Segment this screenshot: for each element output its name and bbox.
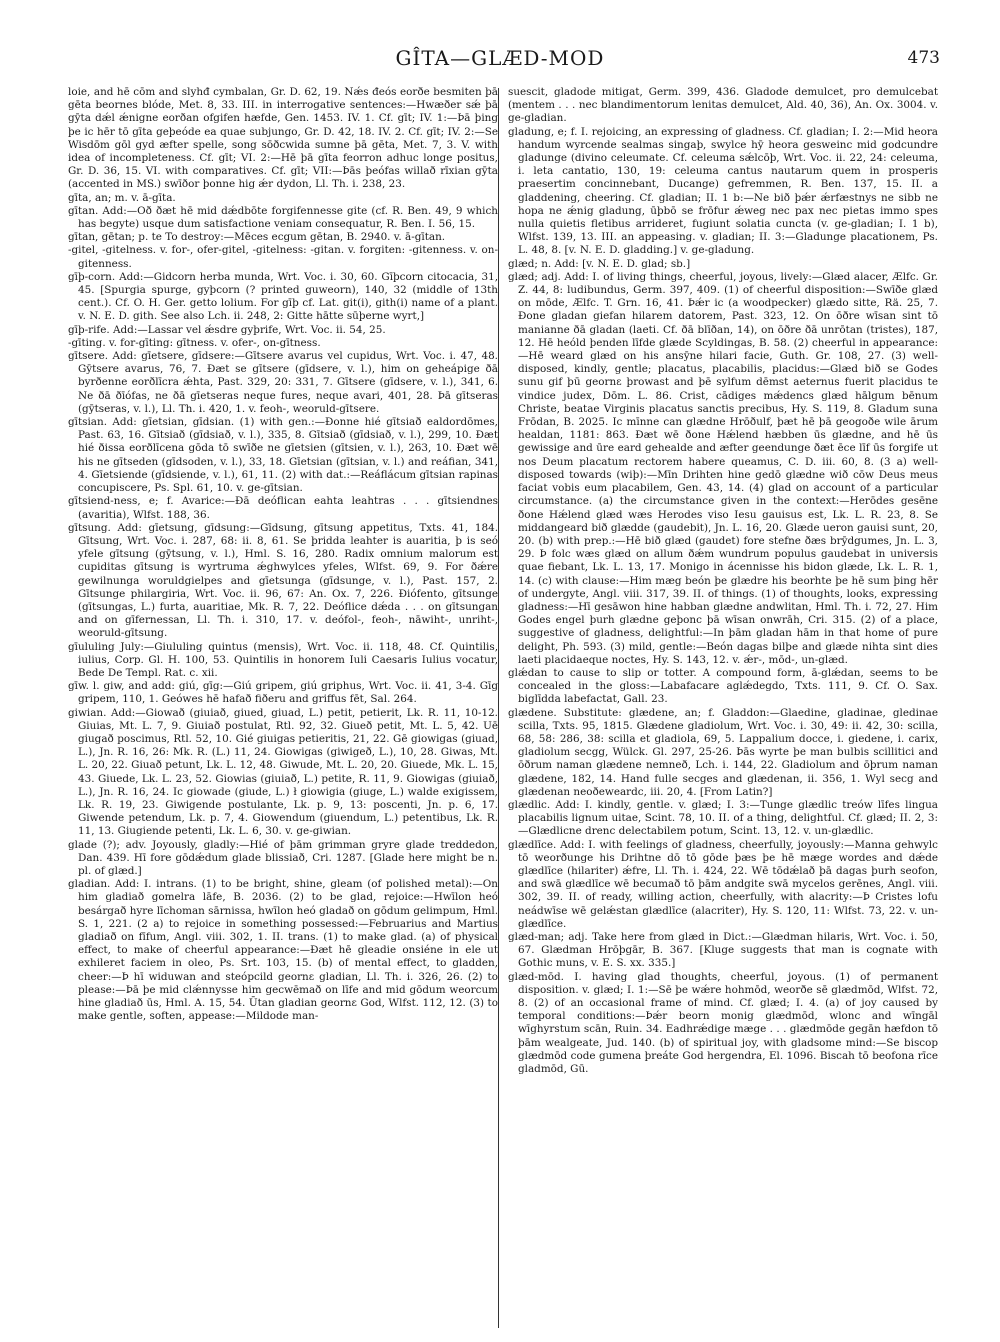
dictionary-entry: gīþ-corn. Add:—Gidcorn herba munda, Wrt. Voc. i. 30, 60. Gīþcorn citocacia, 31, 45. [Spurgia spurge, gyþcorn (? printed guweorn), 140, 32 (middle of 13th cent.). Cf. O. H. Ger. getto lolium. For gīþ cf. Lat. git(i), gith(i) name of a plant. v. N. E. D. gith. See also Lch. ii. 248, 2: Gitte hātte sūþerne wyrt,]: [68, 270, 498, 323]
dictionary-entry: gītsere. Add: gīetsere, gīdsere:—Gītsere avarus vel cupidus, Wrt. Voc. i. 47, 48. Gȳtsere avarus, 76, 7. Ðæt se gītsere (gīdsere, v. l.), him on geheápige ðā byrðenne eorðlīcra ǽhta, Past. 329, 20: 331, 7. Gītsere (gīdsere, v. l.), 341, 6. Ne ðā ðīófas, ne ðā gīetseras neque fures, neque avari, 401, 28. Þā gītseras (gȳtseras, v. l.), Ll. Th. i. 420, 1. v. feoh-, weoruld-gītsere.: [68, 350, 498, 415]
dictionary-entry: gīululing July:—Giululing quintus (mensis), Wrt. Voc. ii. 118, 48. Cf. Quintilis, iulius, Corp. Gl. H. 100, 53. Quintilis in honorem Iuli Caesaris Iulius vocatur, Bede De Templ. Rat. c. xii.: [68, 640, 498, 679]
dictionary-entry: gladung, e; f. I. rejoicing, an expressing of gladness. Cf. gladian; I. 2:—Mid heora handum wyrcende sealmas singaþ, swylce hȳ heora gesweinc mid godcundre gladunge (divino celeumate. Cf. celeuma sǽlcōþ, Wrt. Voc. ii. 22, 24: celeuma, i. leta cantatio, 130, 19: celeuma cantus nautarum quem in prosperis praesertim concinnebant, Ducange) gefremmen, R. Ben. 137, 15. II. a gladdening, cheering. Cf. gladian; II. 1 b:—Ne bið þǽr ǽrfæstnys ne sibb ne hopa ne ǽnig gladung, ūþbō se frōfur ǽweg nec pax nec pietas immo spes nulla quietis fletibus arrideret, fugiunt solatia cuncta (v. ge-gladian; I. 1 b), Wlfst. 139, 13. III. an appeasing. v. gladian; II. 3:—Gladunge placationem, Ps. L. 48, 8. [v. N. E. D. gladding.] v. ge-gladung.: [508, 125, 938, 257]
page-number: 473: [907, 48, 940, 68]
dictionary-entry: gītan. Add:—Oð ðæt hē mid dǽdbōte forgifennesse gite (cf. R. Ben. 49, 9 which has begyte) usque dum satisfactione veniam consequatur, R. Ben. I. 56, 15.: [68, 204, 498, 231]
dictionary-entry: glædlīce. Add: I. with feelings of gladness, cheerfully, joyously:—Manna gehwylc tō weorðunge his Drihtne dō tō gōde þæs þe hē mæge wordes and dǽde glædlīce (hilariter) ǽfre, Ll. Th. i. 424, 22. Wē tōdǽlað þā dagas þurh seofon, and swā glædlīce wē becumað tō þām andgite swā mycelos gerēnes, Angl. viii. 302, 39. II. of ready, willing action, cheerfully, with alacrity:—Þ Cristes lofu neádwīse wē gelǽstan glædlīce (alacriter), Hy. S. 120, 11: Wlfst. 73, 22. v. un-glædlīce.: [508, 838, 938, 930]
dictionary-entry: gītsung. Add: gīetsung, gīdsung:—Gīdsung, gītsung appetitus, Txts. 41, 184. Gītsung, Wrt. Voc. i. 287, 68: ii. 8, 61. Se þridda leahter is auaritia, þ is seó yfele gītsung (gȳtsung, v. l.), Hml. S. 16, 280. Radix omnium malorum est cupiditas gītsung is wyrtruma ǽghwylces yfeles, Wlfst. 69, 9. For ðǽre gewilnunga woruldgielpes and gīetsunga (gīdsunge, v. l.), Past. 157, 2. Gītsunge philargiria, Wrt. Voc. ii. 96, 67: An. Ox. 7, 226. Ðiófento, gītsunge (gītsungas, L.) furta, auaritiae, Mk. R. 7, 22. Deóflice dǽda . . . on gītsungan and on gīfernessan, Ll. Th. i. 310, 17. v. deófol-, feoh-, nāwiht-, unriht-, weoruld-gītsung.: [68, 521, 498, 640]
dictionary-entry: glædlic. Add: I. kindly, gentle. v. glæd; I. 3:—Tunge glædlic treów līfes lingua placabilis lignum uitae, Scint. 78, 10. II. of a thing, delightful. Cf. glæd; II. 2, 3:—Glædlicne drenc delectabilem potum, Scint. 13, 12. v. un-glædlic.: [508, 798, 938, 838]
running-title: GÎTA—GLÆD-MOD: [395, 46, 605, 70]
dictionary-entry: glǽdan to cause to slip or totter. A compound form, ā-glǽdan, seems to be concealed in the gloss:—Labafacare aglǽdegdo, Txts. 111, 9. Cf. O. Sax. biglīdda labefactat, Gall. 23.: [508, 666, 938, 706]
dictionary-entry: -gīting. v. for-gīting: gītness. v. ofer-, on-gītness.: [68, 336, 321, 349]
dictionary-entry: gītsiend-ness, e; f. Avarice:—Ðā deóflican eahta leahtras . . . gītsiendnes (avaritia), Wlfst. 188, 36.: [68, 495, 498, 521]
dictionary-entry: loie, and hē cōm and slyhđ cymbalan, Gr. D. 62, 19. Nǽs đeós eorðe besmiten þā gēta beornes blóde, Met. 8, 33. III. in interrogative sentences:—Hwæðer sǽ þā gȳta dǽl ǽnigne eorðan ofgifen hæfde, Gen. 1453. IV. 1. Cf. gīt; IV. 1:—Þā þing þe ic hēr tō gīta geþeóde ea quae subjungo, Gr. D. 42, 18. IV. 2. Cf. gīt; IV. 2:—Se Wisdōm gōl gyd æfter spelle, song sōðcwida sumne þā gēta, Met. 7, 3. V. with idea of incompleteness. Cf. gīt; VI. 2:—Hē þā gīta feorron adhuc longe positus, Gr. D. 36, 15. VI. with comparatives. Cf. gīt; VII:—Þās þeófas willað rīxian gȳta (accented in MS.) swīðor þonne hig ǽr dydon, Ll. Th. i. 238, 23.: [68, 86, 498, 191]
page-header: [60, 46, 940, 78]
dictionary-entry: glæd-mōd. I. having glad thoughts, cheerful, joyous. (1) of permanent disposition. v. glæd; I. 1:—Sē þe wǽre hohmōd, weorðe sē glædmōd, Wlfst. 72, 8. (2) of an occasional frame of mind. Cf. glæd; I. 4. (a) of joy caused by temporal conditions:—Þǽr beorn monig glædmōd, wlonc and wīngāl wīghyrstum scān, Ruin. 34. Eadhrǽdige mæge . . . glædmōde gegān hæfdon tō þām wealgeate, Jud. 140. (b) of spiritual joy, with gladsome mind:—Se biscop glædmōd code gumena þreáte God hergendra, El. 1096. Biscah tō beofona rīce gladmōd, Gū.: [508, 970, 938, 1076]
dictionary-entry: glæd; n. Add: [v. N. E. D. glad; sb.]: [508, 257, 691, 270]
dictionary-entry: gīw. l. giw, and add: giú, gīg:—Giú gripem, giú griphus, Wrt. Voc. ii. 41, 3-4. Gīg gripem, 110, 1. Geówes hē hafað fiðeru and griffus fēt, Sal. 264.: [68, 680, 498, 706]
dictionary-entry: glade (?); adv. Joyously, gladly:—Hié of þām grimman gryre glade treddedon, Dan. 439. Hī fore gōdǽdum glade blissiað, Cri. 1287. [Glade here might be n. pl. of glæd.]: [68, 838, 498, 877]
dictionary-entry: glædene. Substitute: glædene, an; f. Gladdon:—Glaedine, gladinae, gledinae scilla, Txts. 95, 1815. Glædene gladiolum, Wrt. Voc. i. 30, 49: ii. 42, 30: scilla, 68, 58: 286, 38: scilla et gladiola, 69, 5. Lappalium docce, i. giedene, i. carix, gladiolum secgg, Wülck. Gl. 297, 25-26. Þās wyrte þe man bulbis scillitici and ōðrum naman glædene nemneð, Lch. i. 144, 22. Gladiolum and ōþrum naman glædene, 182, 14. Hand fulle secges and glædenan, ii. 356, 1. Wyl secg and glædenan neoðeweardc, iii. 20, 4. [From Latin?]: [508, 706, 938, 798]
dictionary-entry: gīta, an; m. v. ā-gīta.: [68, 191, 176, 204]
dictionary-entry: gladian. Add: I. intrans. (1) to be bright, shine, gleam (of polished metal):—On him gladiað gomelra lāfe, B. 2036. (2) to be glad, rejoice:—Hwīlon heó besárgað hyre līchoman sārnissa, hwīlon heó gladað on gōdum gelimpum, Hml. S. 1, 221. (2 a) to rejoice in something possessed:—Februarius and Martius gladiað on fīfum, Angl. viii. 302, 1. II. trans. (1) to make glad. (a) of physical effect, to make of cheerful appearance:—Ðæt hē gleadie onsiéne in ele ut exhileret faciem in oleo, Ps. Srt. 103, 15. (b) of mental effect, to gladden, cheer:—Þ hī widuwan and steópcild geornɛ gladian, Ll. Th. i. 326, 26. (2) to please:—Þā þe mid clǽnnysse him gecwēmað on līfe and mid gōdum weorcum hine gladiað ūs, Hml. A. 15, 54. Ūtan gladian geornɛ God, Wlfst. 112, 12. (3) to make gentle, soften, appease:—Mildode man-: [68, 878, 498, 1023]
dictionary-entry: glæd-man; adj. Take here from glæd in Dict.:—Glædman hilaris, Wrt. Voc. i. 50, 67. Glædman Hrōþgār, B. 367. [Kluge suggests that man is cognate with Gothic muns, v. E. S. xx. 335.]: [508, 931, 938, 970]
dictionary-entry: glæd; adj. Add: I. of living things, cheerful, joyous, lively:—Glæd alacer, Ælfc. Gr. Z. 44, 8: ludibundus, Germ. 397, 409. (1) of cheerful disposition:—Swīðe glæd on mōde, Ælfc. T. Grn. 16, 41. Þǽr ic (a woodpecker) glædo sitte, Rä. 25, 7. Ðone gladan giefan hilarem datorem, Past. 323, 12. On ōðre wīsan sint tō manianne ðā gladan (laeti. Cf. ðā blīðan, 14), on ōðre ðā unrōtan (tristes), 187, 12. Hē heóld þenden līfde glæde Scyldingas, B. 58. (2) cheerful in appearance:—Hē weard glæd on his ansȳne hilari facie, Guth. Gr. 108, 27. (3) well-disposed, kindly, gentle; placatus, placabilis, placidus:—Glæd bið se Godes sunu gif þū geornɛ þrowast and þē sylfum dēmst aeternus fuerit placidus te vindice judex, Dōm. L. 86. Crist, cādiges mǽdencs glæd hālgum bēnum Christe, beatae Virginis placatus sanctis precibus, Hy. S. 119, 8. Gladum suna Frōdan, B. 2025. Ic mīnne can glædne Hrōðulf, þæt hē þā geogoðe wile ārum healdan, 1181: 863. Ðæt wē ðone Hǽlend hæbben ūs glædne, and hē ūs gewissige and ūre eard gehealde and æfter geendunge ðæt ēce līf ūs forgife ut nos Deum placatum rectorem habere queamus, C. D. iii. 60, 8. (3 a) well-disposed towards (wiþ):—Mīn Drihten hine gedō glædne wið cōw Deus meus faciat vobis eum placabilem, Gen. 43, 14. (4) glad on account of a particular circumstance. (a) the circumstance given in the context:—Herōdes gesēne ðone Hǽlend glæd wæs Herodes viso Iesu gauisus est, Lk. L. R. 23, 8. Se middangeard bið glædde (gaudebit), Jn. L. 16, 20. Glæde ueron gauisi sunt, 20, 20. (b) with prep.:—Hē bið glæd (gaudet) fore stefne ðæs brȳdgumes, Jn. L. 3, 29. Þ folc wæs glæd on allum ðǽm wundrum populus gaudebat in universis quae fiebant, Lk. L. 13, 17. Monigo in ácennisse his bidon glæde, Lk. L. R. 1, 14. (c) with clause:—Him mæg beón þe glædre his beorhte þe hē sum þing hēr of undergyte, Angl. viii. 317, 39. II. of things. (1) of thoughts, looks, expressing gladness:—Hī gesāwon hine habban glædne andwlitan, Hml. Th. i. 72, 27. Him Godes engel þurh glædne geþonc þā wīsan onwrāh, Cri. 315. (2) of a place, suggestive of gladness, delightful:—In þām gladan hām in that home of pure delight, Ph. 593. (3) mild, gentle:—Beón dagas bilþe and glæde nihta sint dies laeti placidaeque noctes, Hy. S. 143, 12. v. ǽr-, mōd-, un-glæd.: [508, 270, 938, 666]
dictionary-entry: giwian. Add:—Giowað (giuiað, giued, giuad, L.) petit, petierit, Lk. R. 11, 10-12. Giuias, Mt. L. 7, 9. Giuiað postulat, Rtl. 92, 32. Giueð petit, Mt. L. 5, 42. Uē giugað poscimus, Rtl. 52, 10. Gié giuigas petieritis, 21, 22. Gē giowigas (giuad, L.), Jn. R. 16, 26: Mk. R. (L.) 11, 24. Giowigas (giwigeð, L.), 10, 28. Giwas, Mt. L. 20, 22. Giuað petunt, Lk. L. 12, 48. Giwude, Mt. L. 20, 20. Giuede, Mk. L. 15, 43. Giuede, Lk. L. 23, 52. Giowias (giuiað, L.) petite, R. 11, 9. Giowigas (giuiað, L.), Jn. R. 16, 24. Ic giowade (giude, L.) ł giowigia (giuge, L.) walde exigissem, Lk. R. 19, 23. Giwigende postulante, Lk. p. 9, 13: poscenti, Jn. p. 6, 17. Giwende petendum, Lk. p. 7, 4. Giowendum (giuendum, L.) petentibus, Lk. R. 11, 13. Giugiende petenti, Lk. L. 6, 30. v. ge-giwian.: [68, 706, 498, 838]
left-column: [68, 86, 498, 1318]
right-column: [508, 86, 938, 1318]
dictionary-entry: gīþ-rife. Add:—Lassar vel ǽsdre gyþrife, Wrt. Voc. ii. 54, 25.: [68, 323, 386, 336]
dictionary-entry: -gitel, -gitelness. v. for-, ofer-gitel, -gitelness: -gitan. v. forgiten: -gitenness. v. on-gitenness.: [68, 244, 498, 270]
dictionary-entry: suescit, gladode mitigat, Germ. 399, 436. Gladode demulcet, pro demulcebat (mentem . . . nec blandimentorum lenitas demulcet, Ald. 40, 36), An. Ox. 3004. v. ge-gladian.: [508, 86, 938, 125]
dictionary-entry: gītan, gētan; p. te To destroy:—Mēces ecgum gētan, B. 2940. v. ā-gītan.: [68, 231, 446, 244]
dictionary-entry: gītsian. Add: gīetsian, gīdsian. (1) with gen.:—Ðonne hié gītsiað ealdordōmes, Past. 63, 16. Gītsiað (gīdsiað, v. l.), 335, 8. Gītsiað (gīdsiað, v. l.), 299, 10. Ðæt hié ðissa eorðlīcena gōda tō swīðe ne gīetsien (gītsien, v. l.), 263, 10. Ðæt wē his ne gītseden (gīdsoden, v. l.), 33, 18. Gīetsian (gītsian, v. l.) and reáfian, 341, 4. Gīetsiende (gīdsiende, v. l.), 61, 11. (2) with dat.:—Reáflácum gītsian rapinas concupiscere, Ps. Spl. 61, 10. v. ge-gītsian.: [68, 416, 498, 495]
column-divider: [498, 88, 499, 1328]
